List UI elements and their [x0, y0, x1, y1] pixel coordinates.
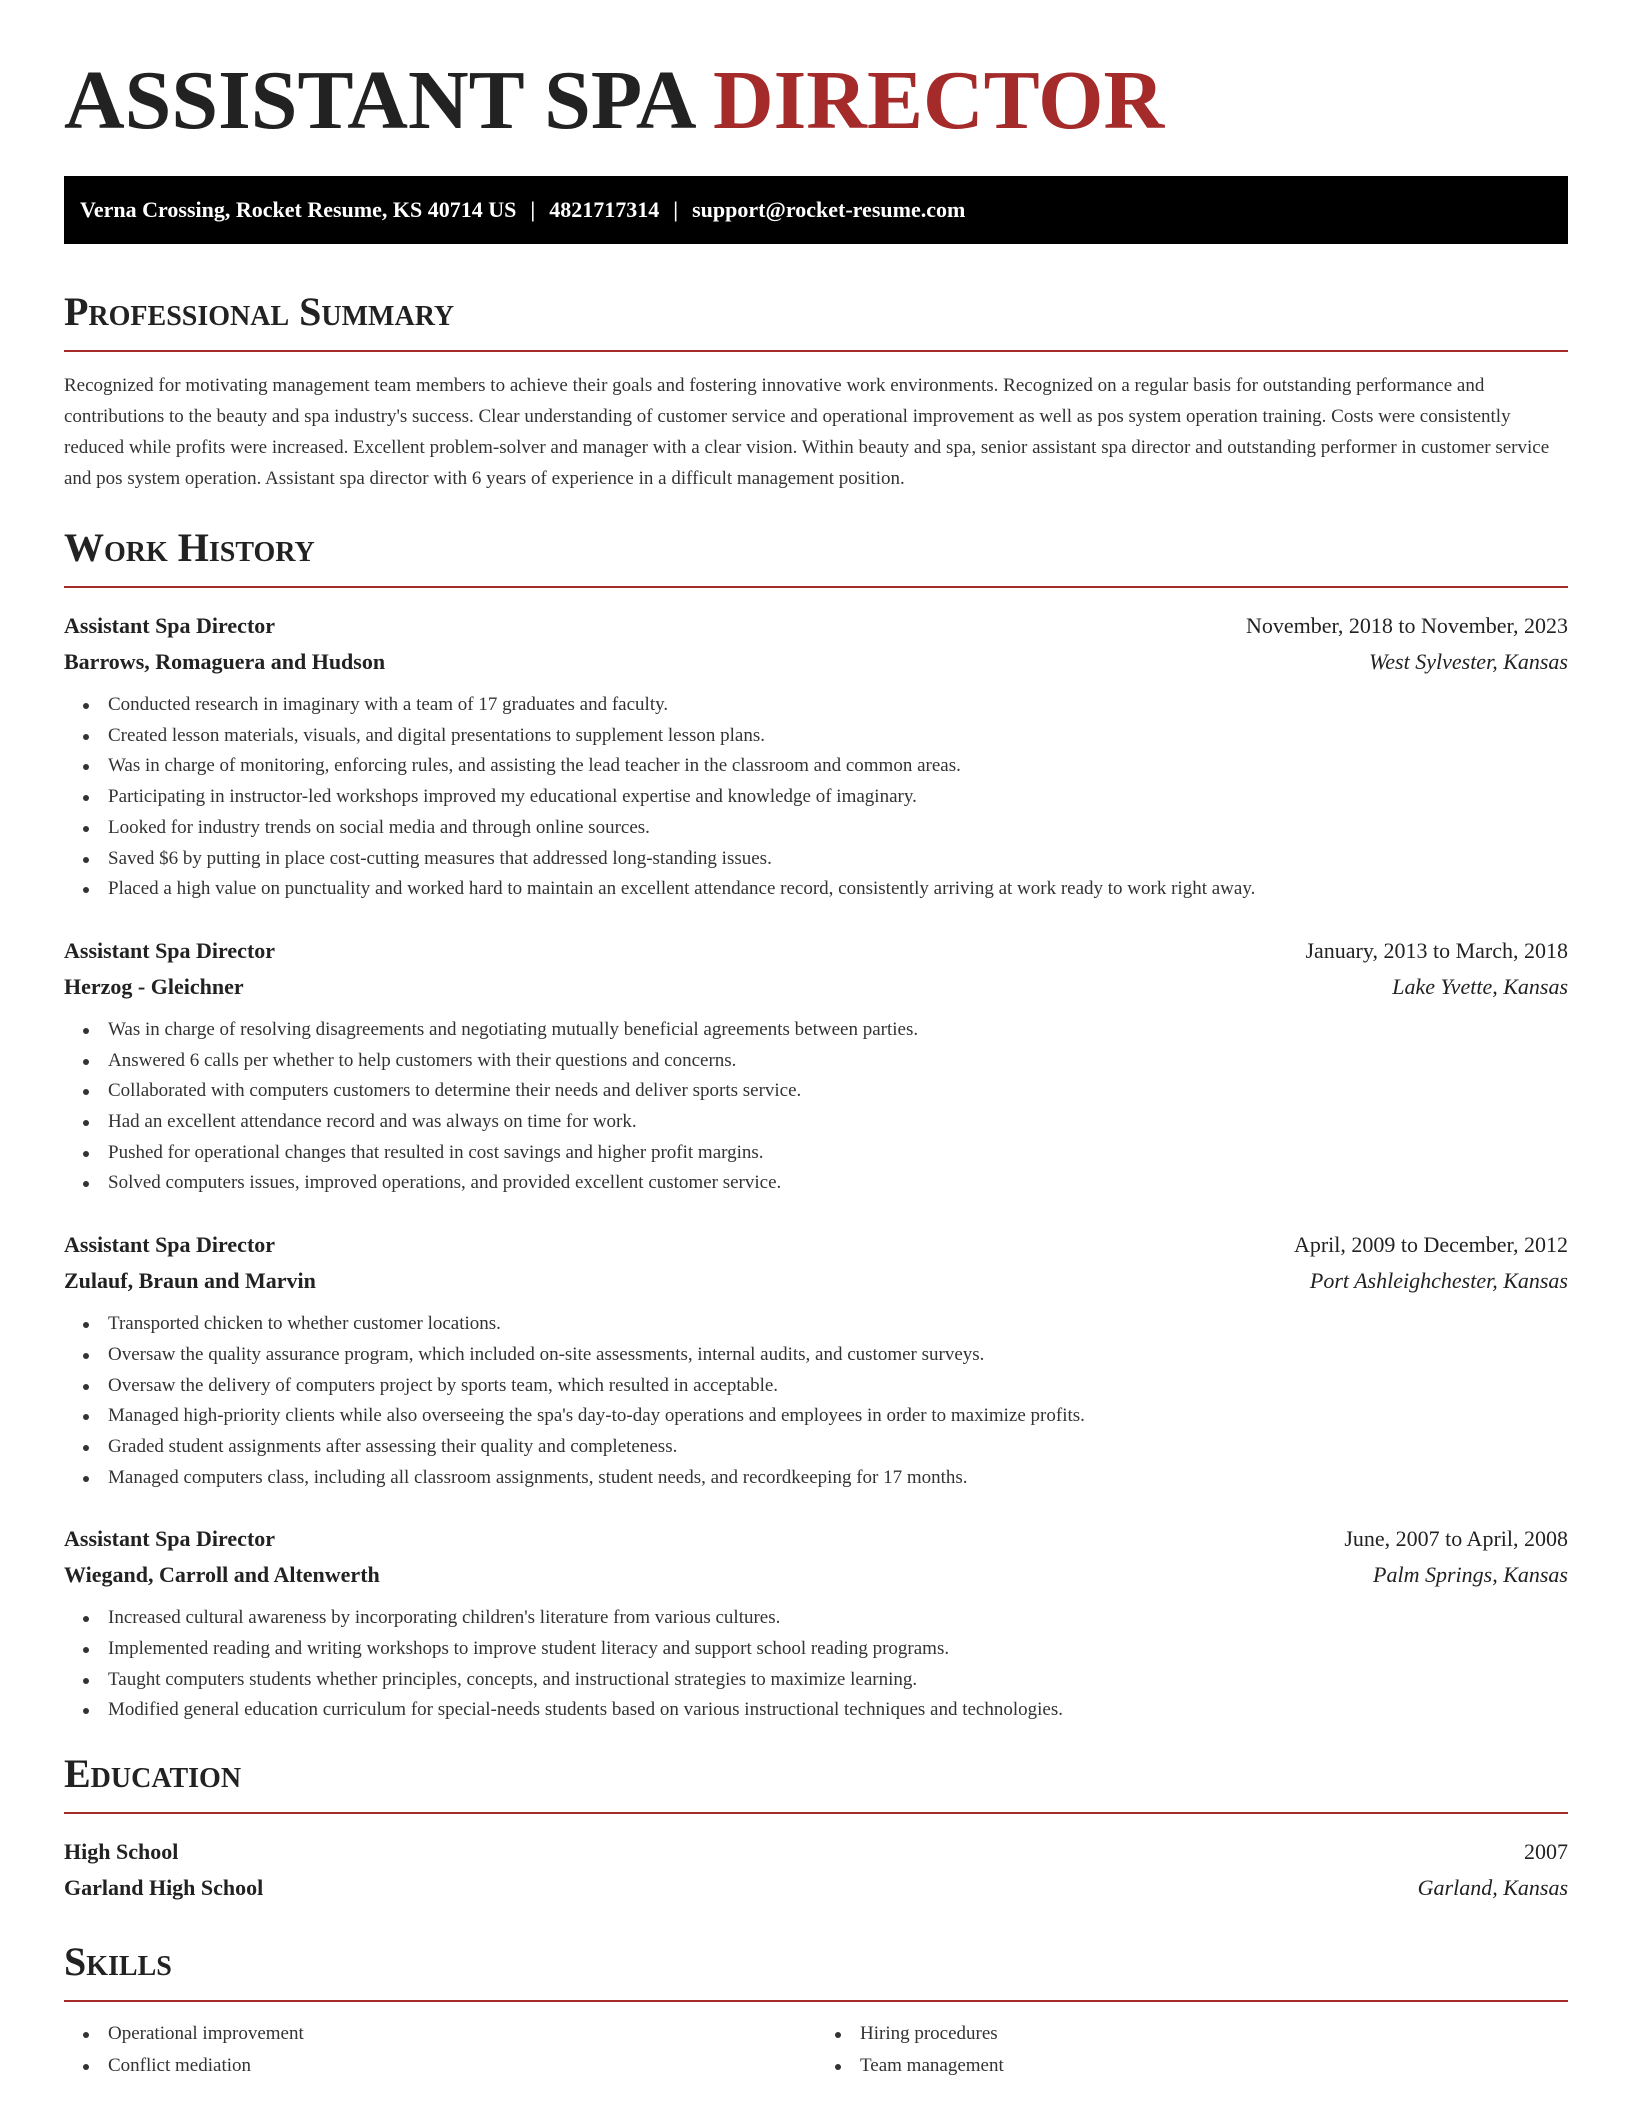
job-entry	[64, 933, 1568, 1199]
work-history-heading: Work History	[64, 525, 315, 570]
job-header-row	[64, 608, 1568, 644]
job-location: West Sylvester, Kansas	[1368, 649, 1568, 674]
resume-page	[64, 0, 1568, 2082]
education-location: Garland, Kansas	[1417, 1875, 1568, 1901]
job-bullet-list	[64, 690, 1568, 905]
job-dates: June, 2007 to April, 2008	[1344, 1526, 1568, 1552]
job-title: Assistant Spa Director	[64, 613, 276, 638]
contact-phone[interactable]: 4821717314	[549, 197, 660, 222]
skills-grid	[64, 2018, 1568, 2082]
title-accent: DIRECTOR	[712, 54, 1165, 147]
job-company: Wiegand, Carroll and Altenwerth	[64, 1562, 380, 1588]
job-bullet: Created lesson materials, visuals, and digital presentations to supplement lesson plans.	[108, 721, 1568, 752]
job-entry	[64, 1227, 1568, 1493]
job-bullet: Transported chicken to whether customer locations.	[108, 1309, 1568, 1340]
contact-separator: |	[673, 197, 679, 222]
skills-column-left	[64, 2018, 816, 2082]
skill-item: Conflict mediation	[108, 2050, 816, 2082]
job-dates: January, 2013 to March, 2018	[1305, 937, 1568, 963]
job-bullet: Managed high-priority clients while also overseeing the spa's day-to-day operations and employees in order to maximize profits.	[108, 1401, 1568, 1432]
job-company: Zulauf, Braun and Marvin	[64, 1268, 316, 1294]
job-company-row	[64, 1263, 1568, 1299]
contact-email[interactable]: support@rocket-resume.com	[692, 197, 966, 222]
education-entry	[64, 1834, 1568, 1906]
summary-text: Recognized for motivating management team members to achieve their goals and fostering innovative work environments. Recognized on a regular basis for outstanding performance and contributions to the beauty and spa industry's success. Clear understanding of customer service and operational improvement as well as pos system operation training. Costs were consistently reduced while profits were increased. Excellent problem-solver and manager with a clear vision. Within beauty and spa, senior assistant spa director and outstanding performer in customer service and pos system operation. Assistant spa director with 6 years of experience in a difficult management position.	[64, 375, 1550, 489]
skills-heading: Skills	[64, 1939, 172, 1985]
contact-address: Verna Crossing, Rocket Resume, KS 40714 US	[80, 197, 517, 222]
job-bullet: Implemented reading and writing workshops to improve student literacy and support school reading programs.	[108, 1634, 1568, 1665]
job-bullet: Solved computers issues, improved operations, and provided excellent customer service.	[108, 1168, 1568, 1199]
job-title: Assistant Spa Director	[64, 1232, 276, 1258]
job-company: Barrows, Romaguera and Hudson	[64, 649, 386, 674]
job-bullet: Saved $6 by putting in place cost-cutting measures that addressed long-standing issues.	[108, 844, 1568, 875]
job-bullet: Oversaw the delivery of computers project by sports team, which resulted in acceptable.	[108, 1371, 1568, 1402]
skills-column-right	[816, 2018, 1568, 2082]
skill-item: Hiring procedures	[860, 2018, 1568, 2050]
education-row	[64, 1834, 1568, 1870]
job-dates: November, 2018 to November, 2023	[1245, 613, 1568, 638]
job-header-row	[64, 1521, 1568, 1557]
education-school: Garland High School	[64, 1875, 264, 1901]
job-bullet: Taught computers students whether principles, concepts, and instructional strategies to maximize learning.	[108, 1665, 1568, 1696]
job-bullet: Pushed for operational changes that resulted in cost savings and higher profit margins.	[108, 1138, 1568, 1169]
job-dates: April, 2009 to December, 2012	[1293, 1232, 1568, 1258]
job-bullet: Participating in instructor-led workshops improved my educational expertise and knowledge of imaginary.	[108, 782, 1568, 813]
education-degree: High School	[64, 1839, 179, 1865]
job-header-row	[64, 1227, 1568, 1263]
job-list	[64, 608, 1568, 1726]
job-bullet-list	[64, 1309, 1568, 1493]
education-row	[64, 1870, 1568, 1906]
education-year: 2007	[1524, 1839, 1568, 1865]
job-bullet-list	[64, 1603, 1568, 1726]
title-main: ASSISTANT SPA	[64, 54, 692, 147]
education-heading: Education	[64, 1751, 242, 1797]
job-location: Port Ashleighchester, Kansas	[1309, 1268, 1568, 1294]
skill-item: Team management	[860, 2050, 1568, 2082]
contact-separator: |	[530, 197, 536, 222]
job-bullet-list	[64, 1015, 1568, 1199]
job-company-row	[64, 1557, 1568, 1593]
resume-title	[64, 0, 1568, 148]
job-bullet: Increased cultural awareness by incorporating children's literature from various cultures.	[108, 1603, 1568, 1634]
job-bullet: Answered 6 calls per whether to help customers with their questions and concerns.	[108, 1046, 1568, 1077]
job-company: Herzog - Gleichner	[64, 973, 244, 999]
job-entry	[64, 1521, 1568, 1726]
summary-divider	[64, 350, 1568, 352]
job-company-row	[64, 969, 1568, 1005]
job-bullet: Was in charge of monitoring, enforcing rules, and assisting the lead teacher in the classroom and common areas.	[108, 751, 1568, 782]
education-divider	[64, 1812, 1568, 1814]
job-bullet: Graded student assignments after assessing their quality and completeness.	[108, 1432, 1568, 1463]
job-company-row	[64, 644, 1568, 680]
job-entry	[64, 608, 1568, 905]
job-title: Assistant Spa Director	[64, 937, 276, 963]
contact-bar	[64, 176, 1568, 244]
job-bullet: Managed computers class, including all classroom assignments, student needs, and recordkeeping for 17 months.	[108, 1463, 1568, 1494]
work-history-divider	[64, 586, 1568, 588]
job-bullet: Conducted research in imaginary with a team of 17 graduates and faculty.	[108, 690, 1568, 721]
skill-item: Operational improvement	[108, 2018, 816, 2050]
job-bullet: Had an excellent attendance record and was always on time for work.	[108, 1107, 1568, 1138]
summary-heading: Professional Summary	[64, 289, 455, 334]
job-bullet: Collaborated with computers customers to determine their needs and deliver sports service.	[108, 1076, 1568, 1107]
job-bullet: Looked for industry trends on social media and through online sources.	[108, 813, 1568, 844]
job-bullet: Modified general education curriculum for special-needs students based on various instructional techniques and technologies.	[108, 1695, 1568, 1726]
skills-divider	[64, 2000, 1568, 2002]
job-location: Lake Yvette, Kansas	[1392, 973, 1568, 999]
job-bullet: Was in charge of resolving disagreements and negotiating mutually beneficial agreements between parties.	[108, 1015, 1568, 1046]
job-location: Palm Springs, Kansas	[1373, 1562, 1568, 1588]
job-header-row	[64, 933, 1568, 969]
job-bullet: Placed a high value on punctuality and worked hard to maintain an excellent attendance record, consistently arriving at work ready to work right away.	[108, 874, 1568, 905]
job-bullet: Oversaw the quality assurance program, which included on-site assessments, internal audits, and customer surveys.	[108, 1340, 1568, 1371]
job-title: Assistant Spa Director	[64, 1526, 276, 1552]
